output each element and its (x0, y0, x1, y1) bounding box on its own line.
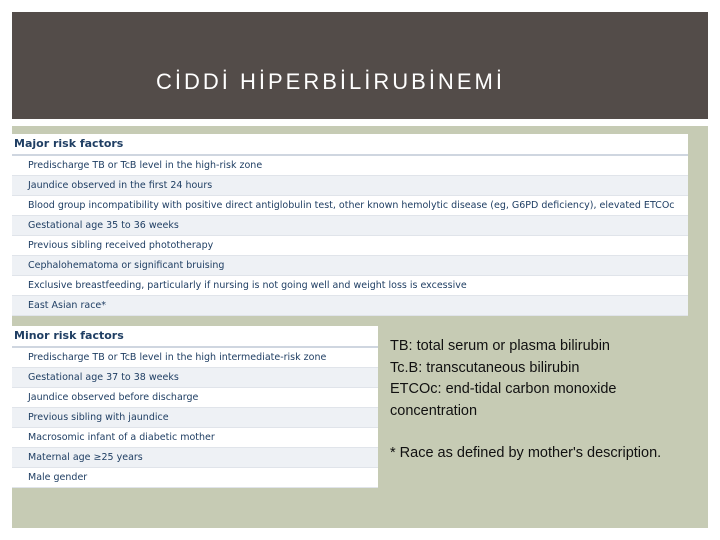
major-risk-item: Cephalohematoma or significant bruising (12, 256, 688, 276)
minor-risk-item: Macrosomic infant of a diabetic mother (12, 428, 378, 448)
note-tcb: Tc.B: transcutaneous bilirubin (390, 359, 580, 376)
major-risk-item: Exclusive breastfeeding, particularly if nursing is not going well and weight loss is excessive (12, 276, 688, 296)
minor-risk-item: Gestational age 37 to 38 weeks (12, 368, 378, 388)
minor-risk-item: Predischarge TB or TcB level in the high intermediate-risk zone (12, 348, 378, 368)
major-risk-table (12, 134, 688, 316)
note-race: * Race as defined by mother's description. (390, 445, 662, 461)
minor-risk-item: Male gender (12, 468, 378, 488)
major-risk-heading: Major risk factors (12, 134, 688, 156)
major-risk-item: Blood group incompatibility with positive direct antiglobulin test, other known hemolytic disease (eg, G6PD deficiency), elevated ETCOc (12, 196, 688, 216)
major-risk-item: Predischarge TB or TcB level in the high-risk zone (12, 156, 688, 176)
notes-spacer (390, 422, 690, 443)
major-risk-item: East Asian race* (12, 296, 688, 316)
slide-title: CİDDİ HİPERBİLİRUBİNEMİ (156, 69, 505, 94)
minor-risk-item: Jaundice observed before discharge (12, 388, 378, 408)
note-tb: TB: total serum or plasma bilirubin (390, 338, 610, 354)
minor-risk-heading: Minor risk factors (12, 326, 378, 348)
minor-risk-table (12, 326, 378, 488)
minor-risk-item: Previous sibling with jaundice (12, 408, 378, 428)
abbreviation-notes (390, 336, 690, 465)
major-risk-item: Previous sibling received phototherapy (12, 236, 688, 256)
slide-header (12, 12, 708, 119)
note-etcoc: ETCOc: end-tidal carbon monoxide concentration (390, 381, 617, 419)
major-risk-item: Jaundice observed in the first 24 hours (12, 176, 688, 196)
minor-risk-item: Maternal age ≥25 years (12, 448, 378, 468)
major-risk-item: Gestational age 35 to 36 weeks (12, 216, 688, 236)
